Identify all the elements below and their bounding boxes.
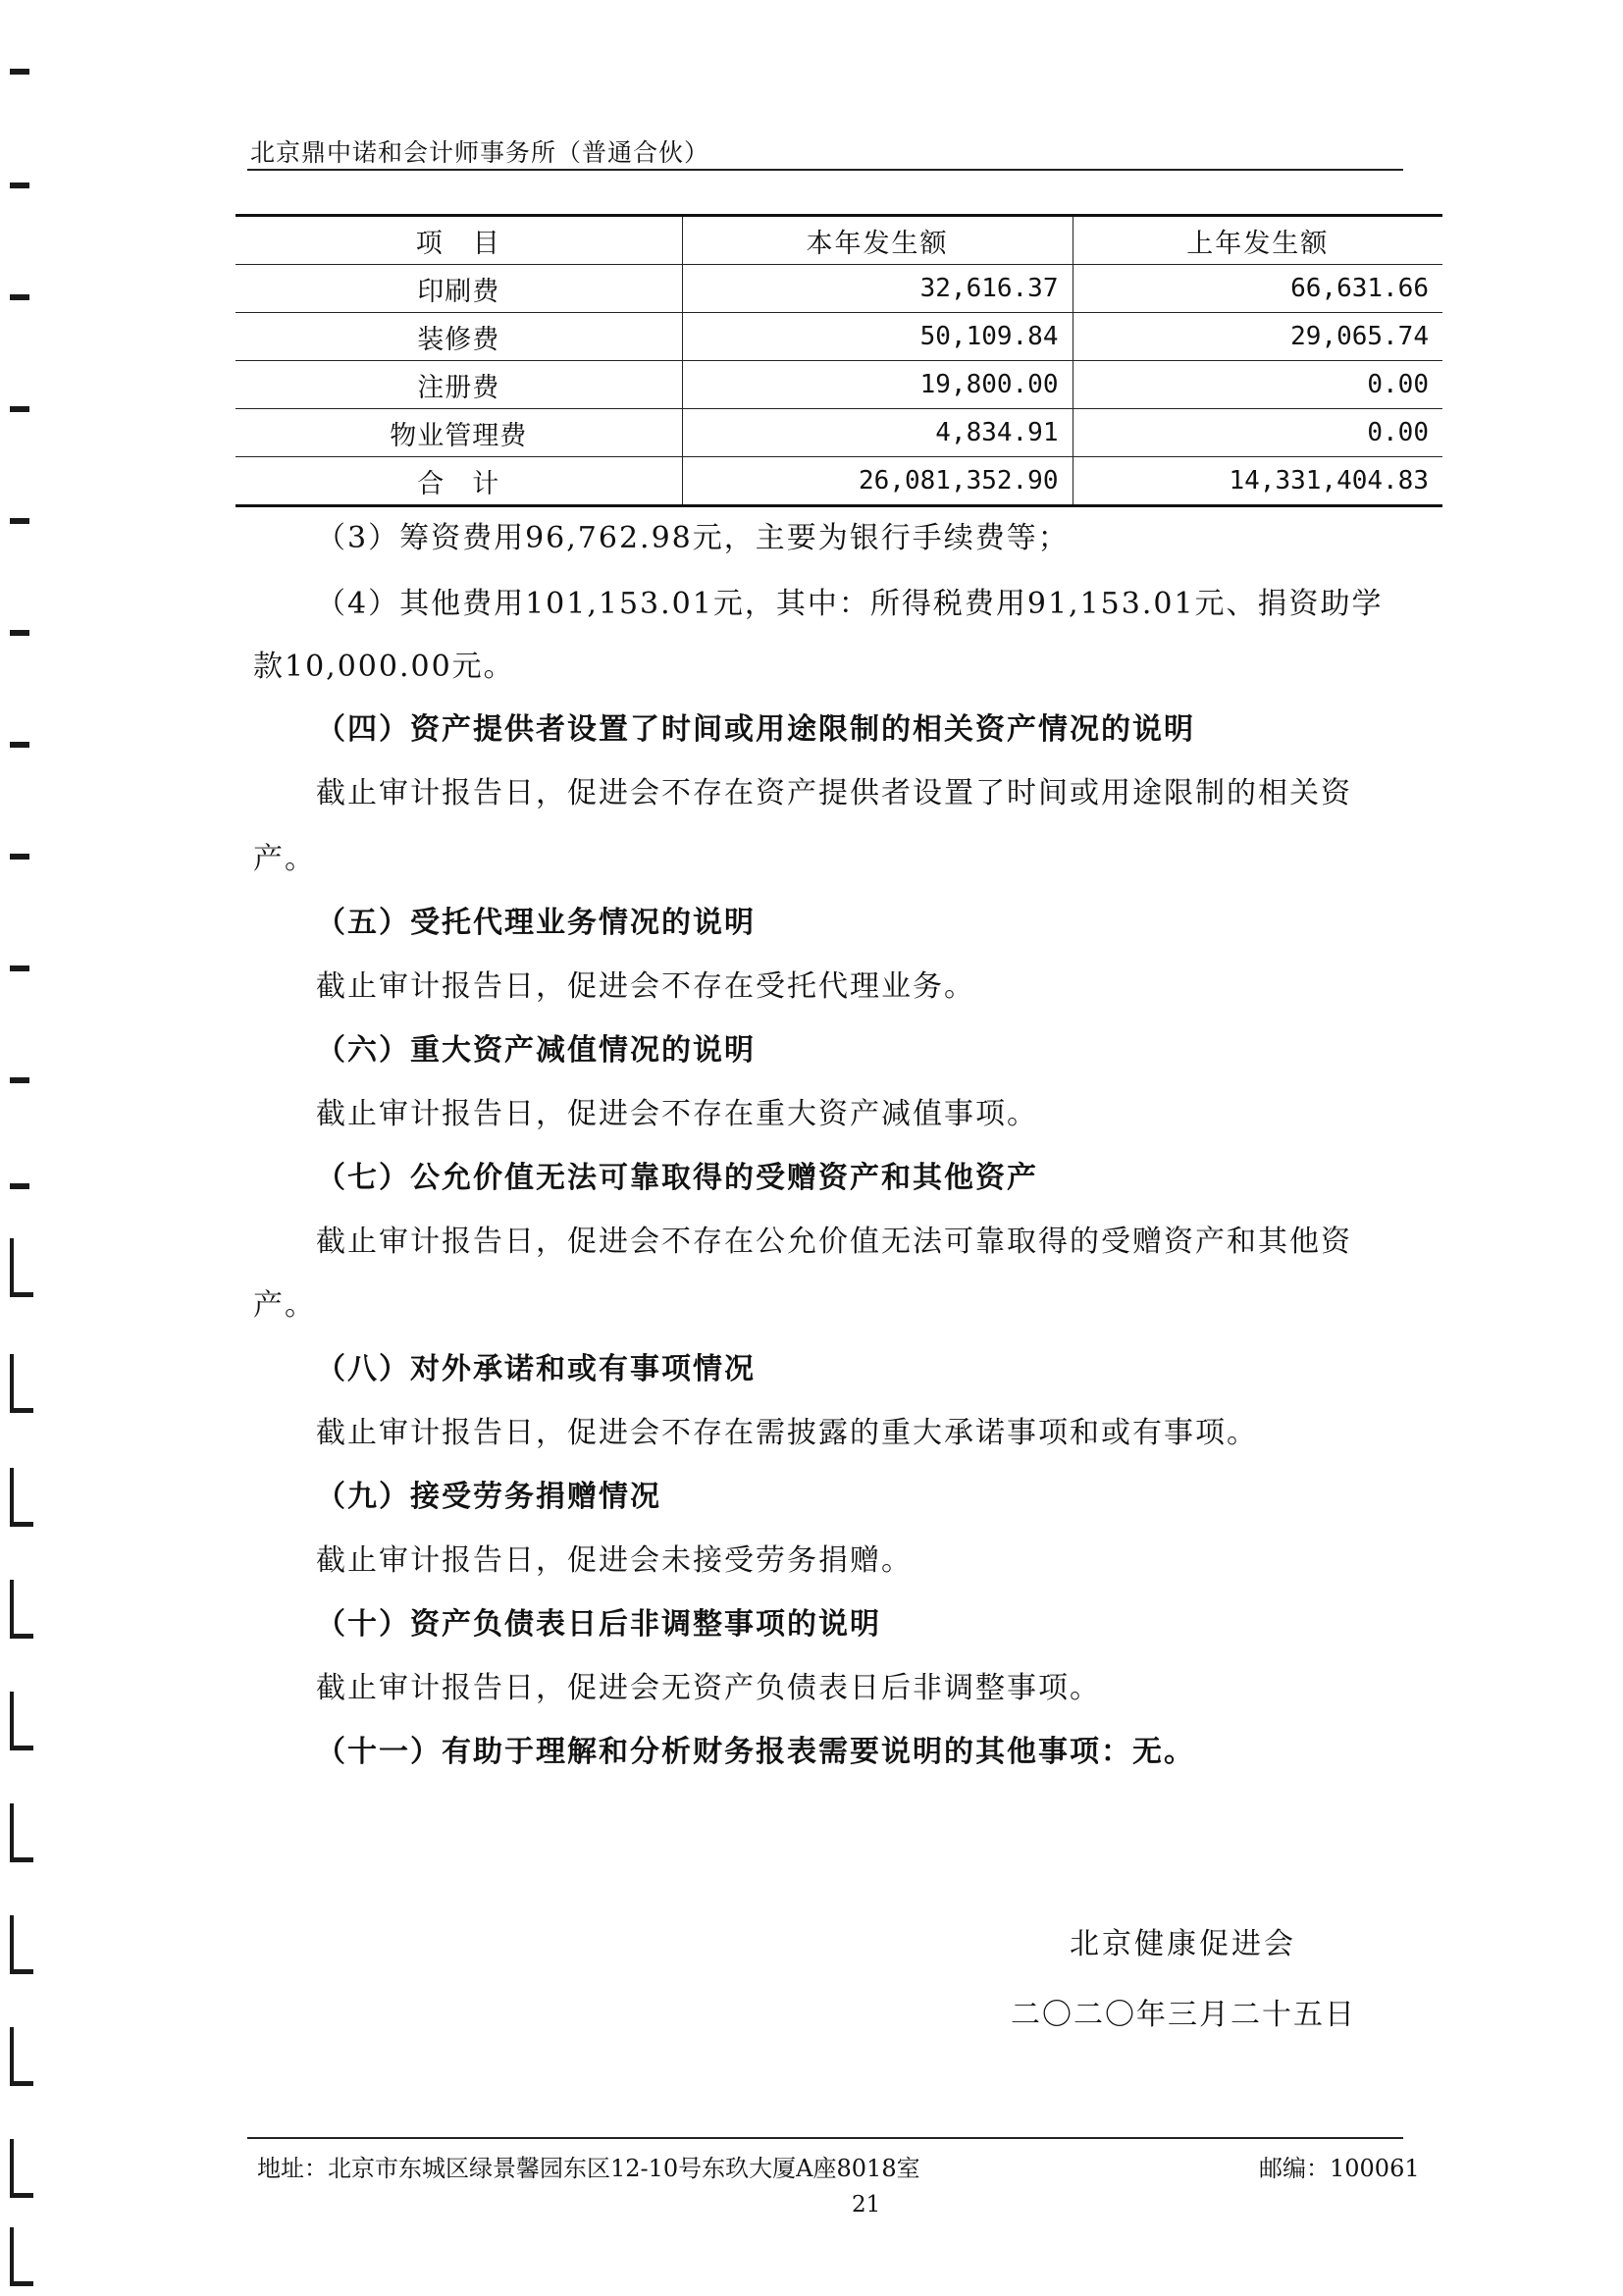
total-current-amount: 26,081,352.90 <box>682 457 1073 506</box>
paragraph-other-expense-line1: （4）其他费用101,153.01元，其中：所得税费用91,153.01元、捐资助学 <box>316 587 1384 621</box>
total-prior-amount: 14,331,404.83 <box>1073 457 1442 506</box>
section-text-10: 截止审计报告日，促进会无资产负债表日后非调整事项。 <box>316 1671 1101 1705</box>
row-current-amount: 50,109.84 <box>682 313 1073 361</box>
row-prior-amount: 29,065.74 <box>1073 313 1442 361</box>
binding-mark <box>10 1915 33 1974</box>
table-header-row <box>236 216 1442 265</box>
section-text-4-line2: 产。 <box>253 842 316 876</box>
section-text-8: 截止审计报告日，促进会不存在需披露的重大承诺事项和或有事项。 <box>316 1416 1258 1450</box>
binding-mark <box>10 2027 33 2086</box>
binding-mark <box>10 69 29 75</box>
binding-mark <box>10 854 29 860</box>
binding-mark <box>10 406 29 412</box>
binding-mark <box>10 630 29 636</box>
section-heading-8: （八）对外承诺和或有事项情况 <box>316 1352 756 1386</box>
binding-mark <box>10 1183 29 1189</box>
binding-mark <box>10 1468 33 1527</box>
expense-table <box>236 214 1442 507</box>
row-prior-amount: 66,631.66 <box>1073 265 1442 313</box>
footer-address: 地址：北京市东城区绿景馨园东区12-10号东玖大厦A座8018室 <box>257 2155 920 2182</box>
row-item: 装修费 <box>236 313 682 361</box>
table-total-row <box>236 457 1442 506</box>
row-current-amount: 19,800.00 <box>682 361 1073 409</box>
row-item: 印刷费 <box>236 265 682 313</box>
binding-mark <box>10 1580 33 1639</box>
section-text-6: 截止审计报告日，促进会不存在重大资产减值事项。 <box>316 1097 1038 1131</box>
section-heading-9: （九）接受劳务捐赠情况 <box>316 1480 661 1514</box>
section-heading-7: （七）公允价值无法可靠取得的受赠资产和其他资产 <box>316 1161 1038 1195</box>
binding-mark <box>10 965 29 971</box>
row-current-amount: 32,616.37 <box>682 265 1073 313</box>
row-item: 注册费 <box>236 361 682 409</box>
total-label: 合 计 <box>236 457 682 506</box>
header-divider <box>247 169 1403 171</box>
binding-mark <box>10 742 29 748</box>
section-heading-11: （十一）有助于理解和分析财务报表需要说明的其他事项：无。 <box>316 1735 1195 1769</box>
column-header-prior-year: 上年发生额 <box>1073 216 1442 265</box>
footer-divider <box>247 2137 1403 2139</box>
row-prior-amount: 0.00 <box>1073 361 1442 409</box>
signature-date: 二〇二〇年三月二十五日 <box>1011 1998 1356 2032</box>
section-text-9: 截止审计报告日，促进会未接受劳务捐赠。 <box>316 1543 913 1578</box>
table-row <box>236 265 1442 313</box>
column-header-item: 项 目 <box>236 216 682 265</box>
footer-postcode: 邮编：100061 <box>1259 2155 1420 2182</box>
section-heading-6: （六）重大资产减值情况的说明 <box>316 1033 756 1068</box>
paragraph-financing-expense: （3）筹资费用96,762.98元，主要为银行手续费等； <box>316 521 1070 555</box>
section-text-5: 截止审计报告日，促进会不存在受托代理业务。 <box>316 969 975 1004</box>
row-current-amount: 4,834.91 <box>682 409 1073 457</box>
firm-header: 北京鼎中诺和会计师事务所（普通合伙） <box>250 138 710 167</box>
binding-mark <box>10 1803 33 1862</box>
section-heading-10: （十）资产负债表日后非调整事项的说明 <box>316 1607 881 1642</box>
table-row <box>236 409 1442 457</box>
column-header-current-year: 本年发生额 <box>682 216 1073 265</box>
row-prior-amount: 0.00 <box>1073 409 1442 457</box>
section-text-7-line1: 截止审计报告日，促进会不存在公允价值无法可靠取得的受赠资产和其他资 <box>316 1225 1352 1259</box>
binding-mark <box>10 294 29 300</box>
section-heading-5: （五）受托代理业务情况的说明 <box>316 906 756 940</box>
binding-mark <box>10 183 29 188</box>
binding-mark <box>10 1077 29 1083</box>
binding-mark <box>10 1692 33 1750</box>
section-text-4-line1: 截止审计报告日，促进会不存在资产提供者设置了时间或用途限制的相关资 <box>316 776 1352 810</box>
row-item: 物业管理费 <box>236 409 682 457</box>
signature-organization: 北京健康促进会 <box>1070 1927 1296 1961</box>
page-number: 21 <box>852 2192 881 2218</box>
binding-mark <box>10 1238 33 1297</box>
paragraph-other-expense-line2: 款10,000.00元。 <box>253 650 515 684</box>
table-row <box>236 361 1442 409</box>
binding-mark <box>10 1354 33 1413</box>
section-heading-4: （四）资产提供者设置了时间或用途限制的相关资产情况的说明 <box>316 712 1195 747</box>
table-row <box>236 313 1442 361</box>
binding-mark <box>10 2227 33 2286</box>
binding-mark <box>10 2139 33 2198</box>
section-text-7-line2: 产。 <box>253 1288 316 1323</box>
binding-mark <box>10 518 29 524</box>
